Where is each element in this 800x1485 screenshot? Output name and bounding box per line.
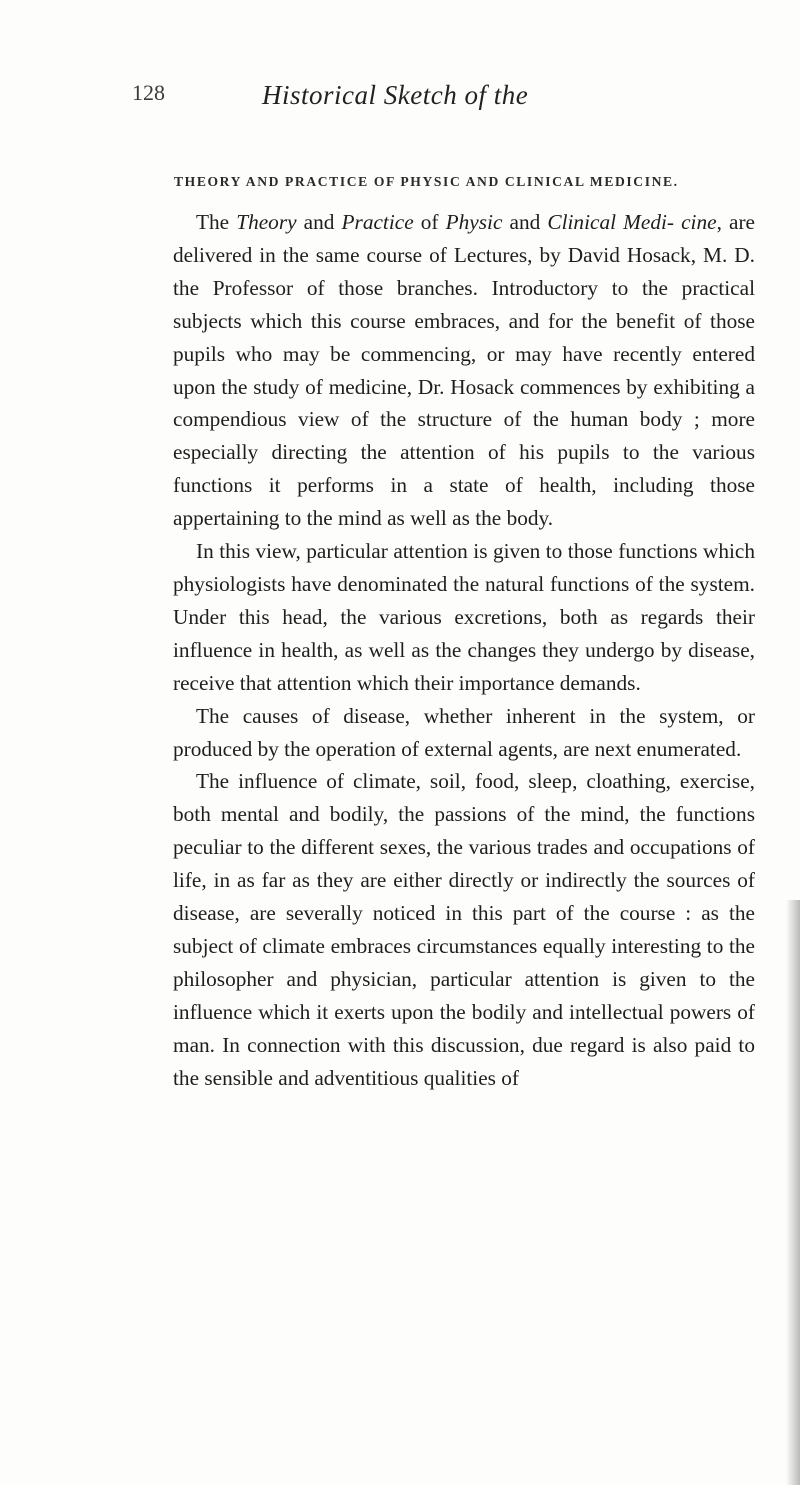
running-title: Historical Sketch of the [262,80,529,110]
section-heading: THEORY AND PRACTICE OF PHYSIC AND CLINICAL MEDICINE. [174,174,679,189]
page-number: 128 [132,80,165,105]
paragraph-4: The influence of climate, soil, food, sleep, cloathing, exercise, both mental and bodily, the passions of the mind, the functions peculiar to the different sexes, the various trades and occupations of life, in as far as they are either directly or indirectly the sources of disease, are severally noticed in this part of the course : as the subject of climate embraces circumstances equally interesting to the philosopher and physician, particular attention is given to the influence which it exerts upon the bodily and intellectual powers of man. In connection with this discussion, due regard is also paid to the sensible and adventitious qualities of [173,769,755,1090]
paragraph-3: The causes of disease, whether inherent in the system, or produced by the operation of external agents, are next enumerated. [173,703,755,761]
page-edge-shadow [786,900,800,1485]
paragraph-1: The Theory and Practice of Physic and Clinical Medi- cine, are delivered in the same course of Lectures, by David Hosack, M. D. the Professor of those branches. Introductory to the practical subjects which this course embraces, and for the benefit of those pupils who may be commencing, or may have recently entered upon the study of medicine, Dr. Hosack commences by exhibiting a compendious view of the structure of the human body ; more especially directing the attention of his pupils to the various functions it performs in a state of health, including those appertaining to the mind as well as the body. [173,210,756,531]
running-head [132,80,692,120]
body-text [173,206,755,1094]
paragraph-2: In this view, particular attention is given to those functions which physiologists have denominated the natural functions of the system. Under this head, the various excretions, both as regards their influence in health, as well as the changes they undergo by disease, receive that attention which their importance demands. [173,539,755,695]
